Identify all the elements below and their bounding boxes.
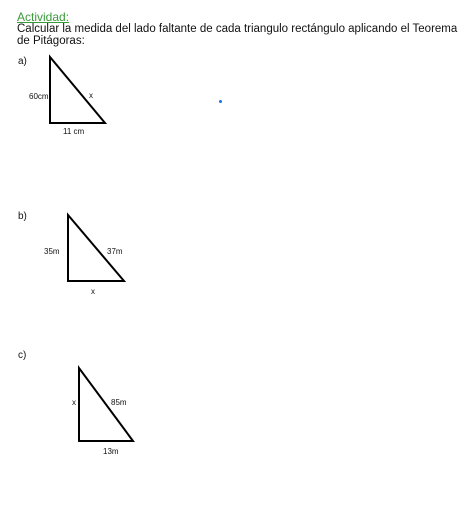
- problem-b-vertical-side: 35m: [44, 247, 60, 256]
- problem-b-base: x: [91, 287, 95, 296]
- problem-c-hypotenuse: 85m: [111, 398, 127, 407]
- problem-a-hypotenuse: x: [89, 91, 93, 100]
- instructions-text: Calcular la medida del lado faltante de cada triangulo rectángulo aplicando el Teorema de Pitágoras:: [17, 23, 458, 47]
- problem-c-vertical-side: x: [72, 398, 76, 407]
- problem-a-label: a): [18, 56, 27, 67]
- problem-c-base: 13m: [103, 447, 119, 456]
- problem-c-label: c): [18, 350, 27, 361]
- problem-b-label: b): [18, 211, 27, 222]
- problem-a-vertical-side: 60cm: [29, 92, 49, 101]
- problem-a-base: 11 cm: [63, 127, 85, 136]
- triangle-a: [50, 57, 105, 123]
- problem-b-hypotenuse: 37m: [107, 247, 123, 256]
- activity-title: Actividad:: [17, 10, 70, 24]
